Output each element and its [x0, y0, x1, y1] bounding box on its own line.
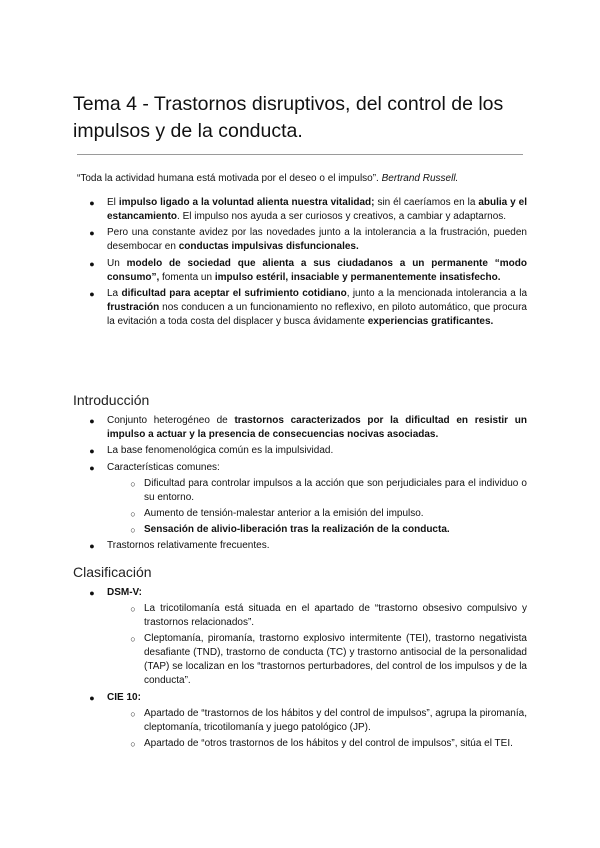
- sub-list-item: [107, 523, 527, 537]
- bold-text: trastornos caracterizados por la dificultad en resistir un impulso a actuar y la presencia de consecuencias nocivas asociadas.: [107, 415, 527, 440]
- text-segment: sin él caeríamos en la: [374, 197, 479, 208]
- text-segment: Dificultad para controlar impulsos a la acción que son perjudiciales para el individuo o su entorno.: [144, 477, 527, 503]
- quote-author: Bertrand Russell.: [381, 173, 459, 184]
- text-segment: . El impulso nos ayuda a ser curiosos y creativos, a cambiar y adaptarnos.: [177, 211, 507, 222]
- bold-text: dificultad para aceptar el sufrimiento cotidiano: [121, 287, 347, 299]
- bullet-dot-icon: ●: [89, 198, 95, 208]
- list-item: [77, 586, 527, 688]
- text-segment: Características comunes:: [107, 461, 220, 473]
- text-segment: Aumento de tensión-malestar anterior a la emisión del impulso.: [144, 507, 424, 519]
- sub-list-item: [107, 507, 527, 521]
- list-item: [77, 414, 527, 442]
- list-item: [77, 461, 527, 538]
- text-segment: nos conducen a un funcionamiento no reflexivo, en piloto automático, que procura la evitación a toda costa del displacer y busca ávidamente: [107, 301, 527, 327]
- section-heading-introduccion: Introducción: [73, 392, 150, 408]
- text-segment: Pero una constante avidez por las novedades junto a la intolerancia a la frustración, pueden desembocar en: [107, 227, 527, 253]
- list-item: [77, 539, 527, 553]
- text-segment: Un: [107, 257, 127, 269]
- list-item: [77, 196, 527, 224]
- bold-text: Sensación de alivio-liberación tras la realización de la conducta.: [144, 524, 450, 536]
- text-segment: Apartado de “trastornos de los hábitos y del control de impulsos”, agrupa la piromanía, cleptomanía, tricotilomanía y juego patológico (JP).: [144, 707, 527, 733]
- list-item: [77, 257, 527, 285]
- text-segment: El: [107, 197, 119, 208]
- bullet-dot-icon: ●: [89, 541, 95, 552]
- bullet-dot-icon: ●: [89, 462, 95, 473]
- text-segment: , junto a la mencionada intolerancia a la: [346, 287, 528, 299]
- text-segment: La base fenomenológica común es la impulsividad.: [107, 445, 334, 457]
- sub-list-item: [107, 707, 527, 735]
- section-heading-clasificacion: Clasificación: [73, 564, 152, 580]
- clasificacion-bullet-list: [77, 586, 527, 753]
- bold-text: abulia y el estancamiento: [107, 197, 528, 222]
- page-title: Tema 4 - Trastornos disruptivos, del control de los impulsos y de la conducta.: [73, 93, 504, 142]
- list-item: [77, 226, 527, 254]
- bullet-dot-icon: ●: [89, 228, 95, 239]
- text-segment: La: [107, 287, 122, 299]
- text-segment: La tricotilomanía está situada en el apartado de “trastorno obsesivo compulsivo y trastornos relacionados”.: [144, 603, 527, 628]
- horizontal-divider: [77, 154, 523, 155]
- bullet-dot-icon: ●: [89, 416, 95, 426]
- bullet-dot-icon: ●: [89, 588, 95, 598]
- text-segment: Apartado de “otros trastornos de los hábitos y del control de impulsos”, sitúa el TEI.: [144, 737, 513, 749]
- sub-list-item: [107, 737, 527, 751]
- bullet-dot-icon: ●: [89, 692, 95, 703]
- text-segment: Cleptomanía, piromanía, trastorno explosivo intermitente (TEI), trastorno negativista desafiante (TND), trastorno de conducta (TC) y trastorno antisocial de la personalidad (TAP) se localizan en los “trastornos perturbadores, del control de los impulsos y de la conducta”.: [144, 633, 527, 687]
- sub-list-item: [107, 477, 527, 505]
- bullet-circle-icon: ○: [130, 708, 136, 719]
- bold-text: experiencias gratificantes.: [367, 315, 494, 327]
- bold-text: CIE 10:: [107, 691, 141, 703]
- bullet-dot-icon: ●: [89, 446, 95, 457]
- bold-text: frustración: [107, 301, 160, 313]
- bold-text: conductas impulsivas disfuncionales.: [178, 241, 359, 253]
- bullet-circle-icon: ○: [130, 738, 136, 749]
- sub-list-item: [107, 632, 527, 688]
- bullet-circle-icon: ○: [130, 508, 136, 519]
- intro-bullet-list: [77, 196, 527, 331]
- bullet-circle-icon: ○: [130, 634, 136, 645]
- quote-text: “Toda la actividad humana está motivada por el deseo o el impulso”.: [77, 173, 382, 184]
- introduccion-bullet-list: [77, 414, 527, 556]
- bullet-circle-icon: ○: [130, 525, 136, 536]
- epigraph-quote: [77, 172, 527, 186]
- bold-text: modelo de sociedad que alienta a sus ciudadanos a un permanente “modo consumo”,: [107, 257, 528, 283]
- bullet-dot-icon: ●: [89, 288, 95, 299]
- sub-list-item: [107, 602, 527, 630]
- text-segment: Trastornos relativamente frecuentes.: [107, 540, 270, 552]
- bullet-dot-icon: ●: [89, 258, 95, 269]
- bullet-circle-icon: ○: [130, 478, 136, 489]
- bullet-circle-icon: ○: [130, 604, 136, 614]
- list-item: [77, 287, 527, 329]
- text-segment: fomenta un: [159, 271, 215, 283]
- bold-text: DSM-V:: [107, 587, 142, 598]
- bold-text: impulso estéril, insaciable y permanentemente insatisfecho.: [214, 271, 501, 283]
- list-item: [77, 691, 527, 751]
- bold-text: impulso ligado a la voluntad alienta nuestra vitalidad;: [118, 197, 375, 208]
- text-segment: Conjunto heterogéneo de: [107, 415, 235, 426]
- list-item: [77, 444, 527, 458]
